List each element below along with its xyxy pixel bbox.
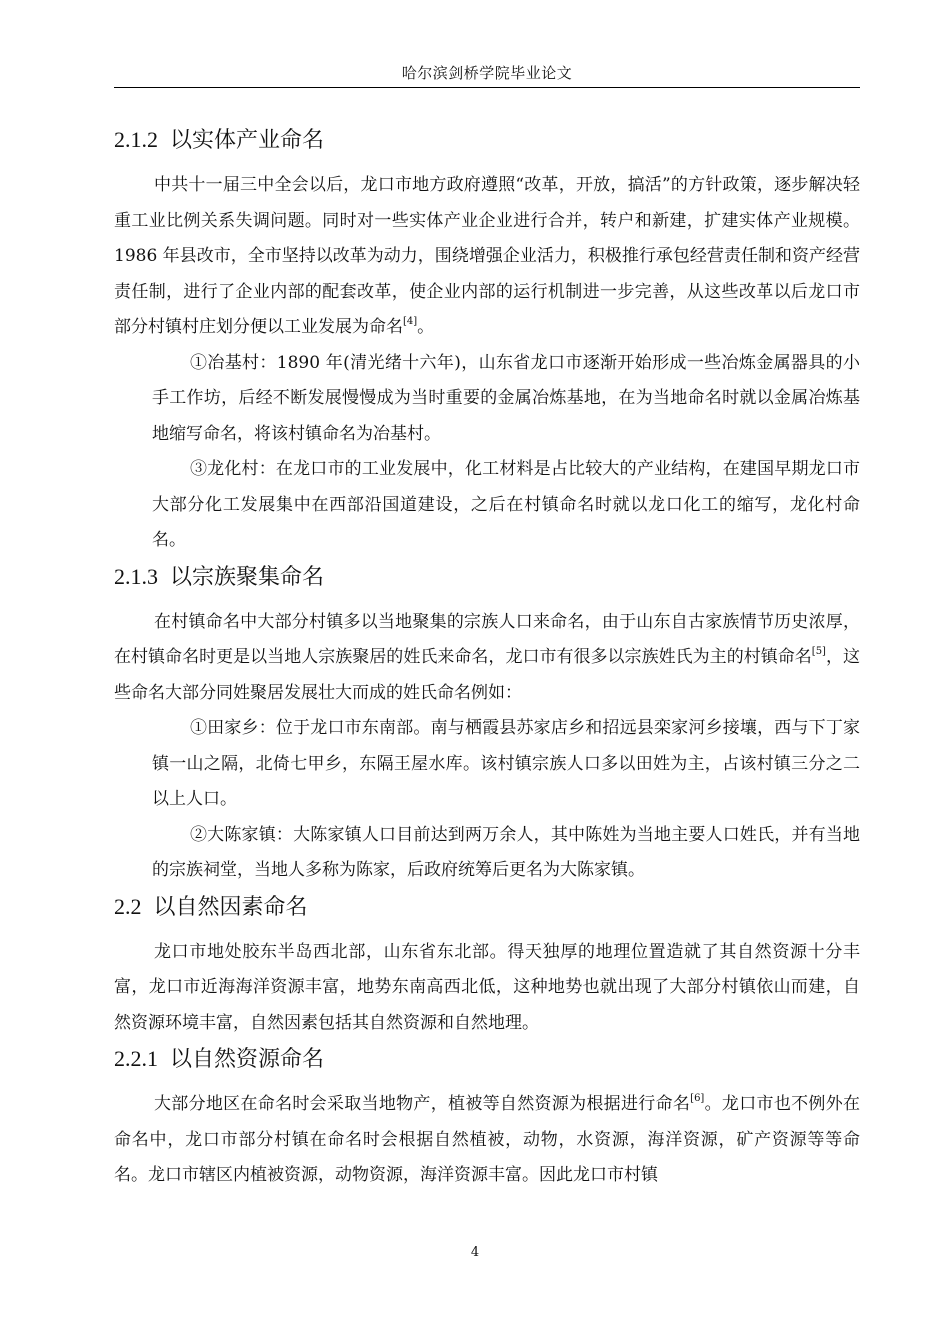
paragraph-text: 龙口市地处胶东半岛西北部，山东省东北部。得天独厚的地理位置造就了其自然资源十分丰富，龙口市近海海洋资源丰富，地势东南高西北低，这种地势也就出现了大部分村镇依山而建，自然资源环境丰富，自然因素包括其自然资源和自然地理。	[114, 941, 860, 1033]
page-number: 4	[470, 1245, 480, 1260]
list-item-text: ②大陈家镇：大陈家镇人口目前达到两万余人，其中陈姓为当地主要人口姓氏，并有当地的宗族祠堂，当地人多称为陈家，后政府统筹后更名为大陈家镇。	[152, 824, 860, 880]
paragraph	[114, 168, 860, 346]
section-heading-2-1-2	[114, 122, 860, 168]
section-title: 以实体产业命名	[170, 128, 325, 153]
list-item-text: ①冶基村：1890 年(清光绪十六年)，山东省龙口市逐渐开始形成一些冶炼金属器具的小手工作坊，后经不断发展慢慢成为当时重要的金属冶炼基地，在为当地命名时就以金属冶炼基地缩写命名，将该村镇命名为冶基村。	[152, 352, 860, 444]
citation-ref: [6]	[690, 1093, 705, 1104]
list-item	[114, 452, 860, 559]
list-item	[114, 346, 860, 453]
list-item	[114, 711, 860, 818]
citation-ref: [5]	[811, 646, 826, 657]
paragraph	[114, 1087, 860, 1194]
paragraph-text: ，这些命名大部分同姓聚居发展壮大而成的姓氏命名例如：	[114, 647, 861, 703]
page-body	[114, 122, 860, 1194]
section-heading-2-2	[114, 889, 860, 935]
section-title: 以自然资源命名	[170, 1047, 325, 1072]
paragraph	[114, 605, 860, 712]
list-item-text: ①田家乡：位于龙口市东南部。南与栖霞县苏家店乡和招远县栾家河乡接壤，西与下丁家镇一山之隔，北倚七甲乡，东隔王屋水库。该村镇宗族人口多以田姓为主，占该村镇三分之二以上人口。	[152, 718, 860, 809]
section-number: 2.1.3	[114, 563, 158, 589]
section-number: 2.1.2	[114, 127, 158, 152]
paragraph-text: 中共十一届三中全会以后，龙口市地方政府遵照“改革，开放，搞活”的方针政策，逐步解决轻重工业比例关系失调问题。同时对一些实体产业企业进行合并，转户和新建，扩建实体产业规模。1986 年县改市，全市坚持以改革为动力，围绕增强企业活力，积极推行承包经营责任制和资产经营责任制，进行了企业内部的配套改革，使企业内部的运行机制进一步完善，从这些改革以后龙口市部分村镇村庄划分便以工业发展为命名	[114, 175, 860, 337]
citation-ref: [4]	[403, 316, 418, 327]
section-title: 以自然因素命名	[153, 894, 308, 920]
section-title: 以宗族聚集命名	[170, 564, 325, 590]
paragraph-text: 。	[417, 317, 435, 337]
paragraph-text: 。龙口市也不例外在命名中，龙口市部分村镇在命名时会根据自然植被，动物，水资源，海洋资源，矿产资源等等命名。龙口市辖区内植被资源，动物资源，海洋资源丰富。因此龙口市村镇	[114, 1094, 861, 1185]
list-item	[114, 818, 860, 889]
section-number: 2.2.1	[114, 1046, 158, 1071]
paragraph-text: 大部分地区在命名时会采取当地物产，植被等自然资源为根据进行命名	[154, 1094, 691, 1114]
section-heading-2-1-3	[114, 559, 860, 605]
list-item-text: ③龙化村：在龙口市的工业发展中，化工材料是占比较大的产业结构，在建国早期龙口市大部分化工发展集中在西部沿国道建设，之后在村镇命名时就以龙口化工的缩写，龙化村命名。	[152, 459, 860, 550]
header-rule	[114, 87, 860, 88]
section-heading-2-2-1	[114, 1041, 860, 1087]
paragraph-text: 在村镇命名中大部分村镇多以当地聚集的宗族人口来命名，由于山东自古家族情节历史浓厚，在村镇命名时更是以当地人宗族聚居的姓氏来命名，龙口市有很多以宗族姓氏为主的村镇命名	[114, 611, 860, 667]
section-number: 2.2	[114, 893, 142, 919]
running-header: 哈尔滨剑桥学院毕业论文	[401, 64, 573, 82]
paragraph	[114, 935, 860, 1042]
